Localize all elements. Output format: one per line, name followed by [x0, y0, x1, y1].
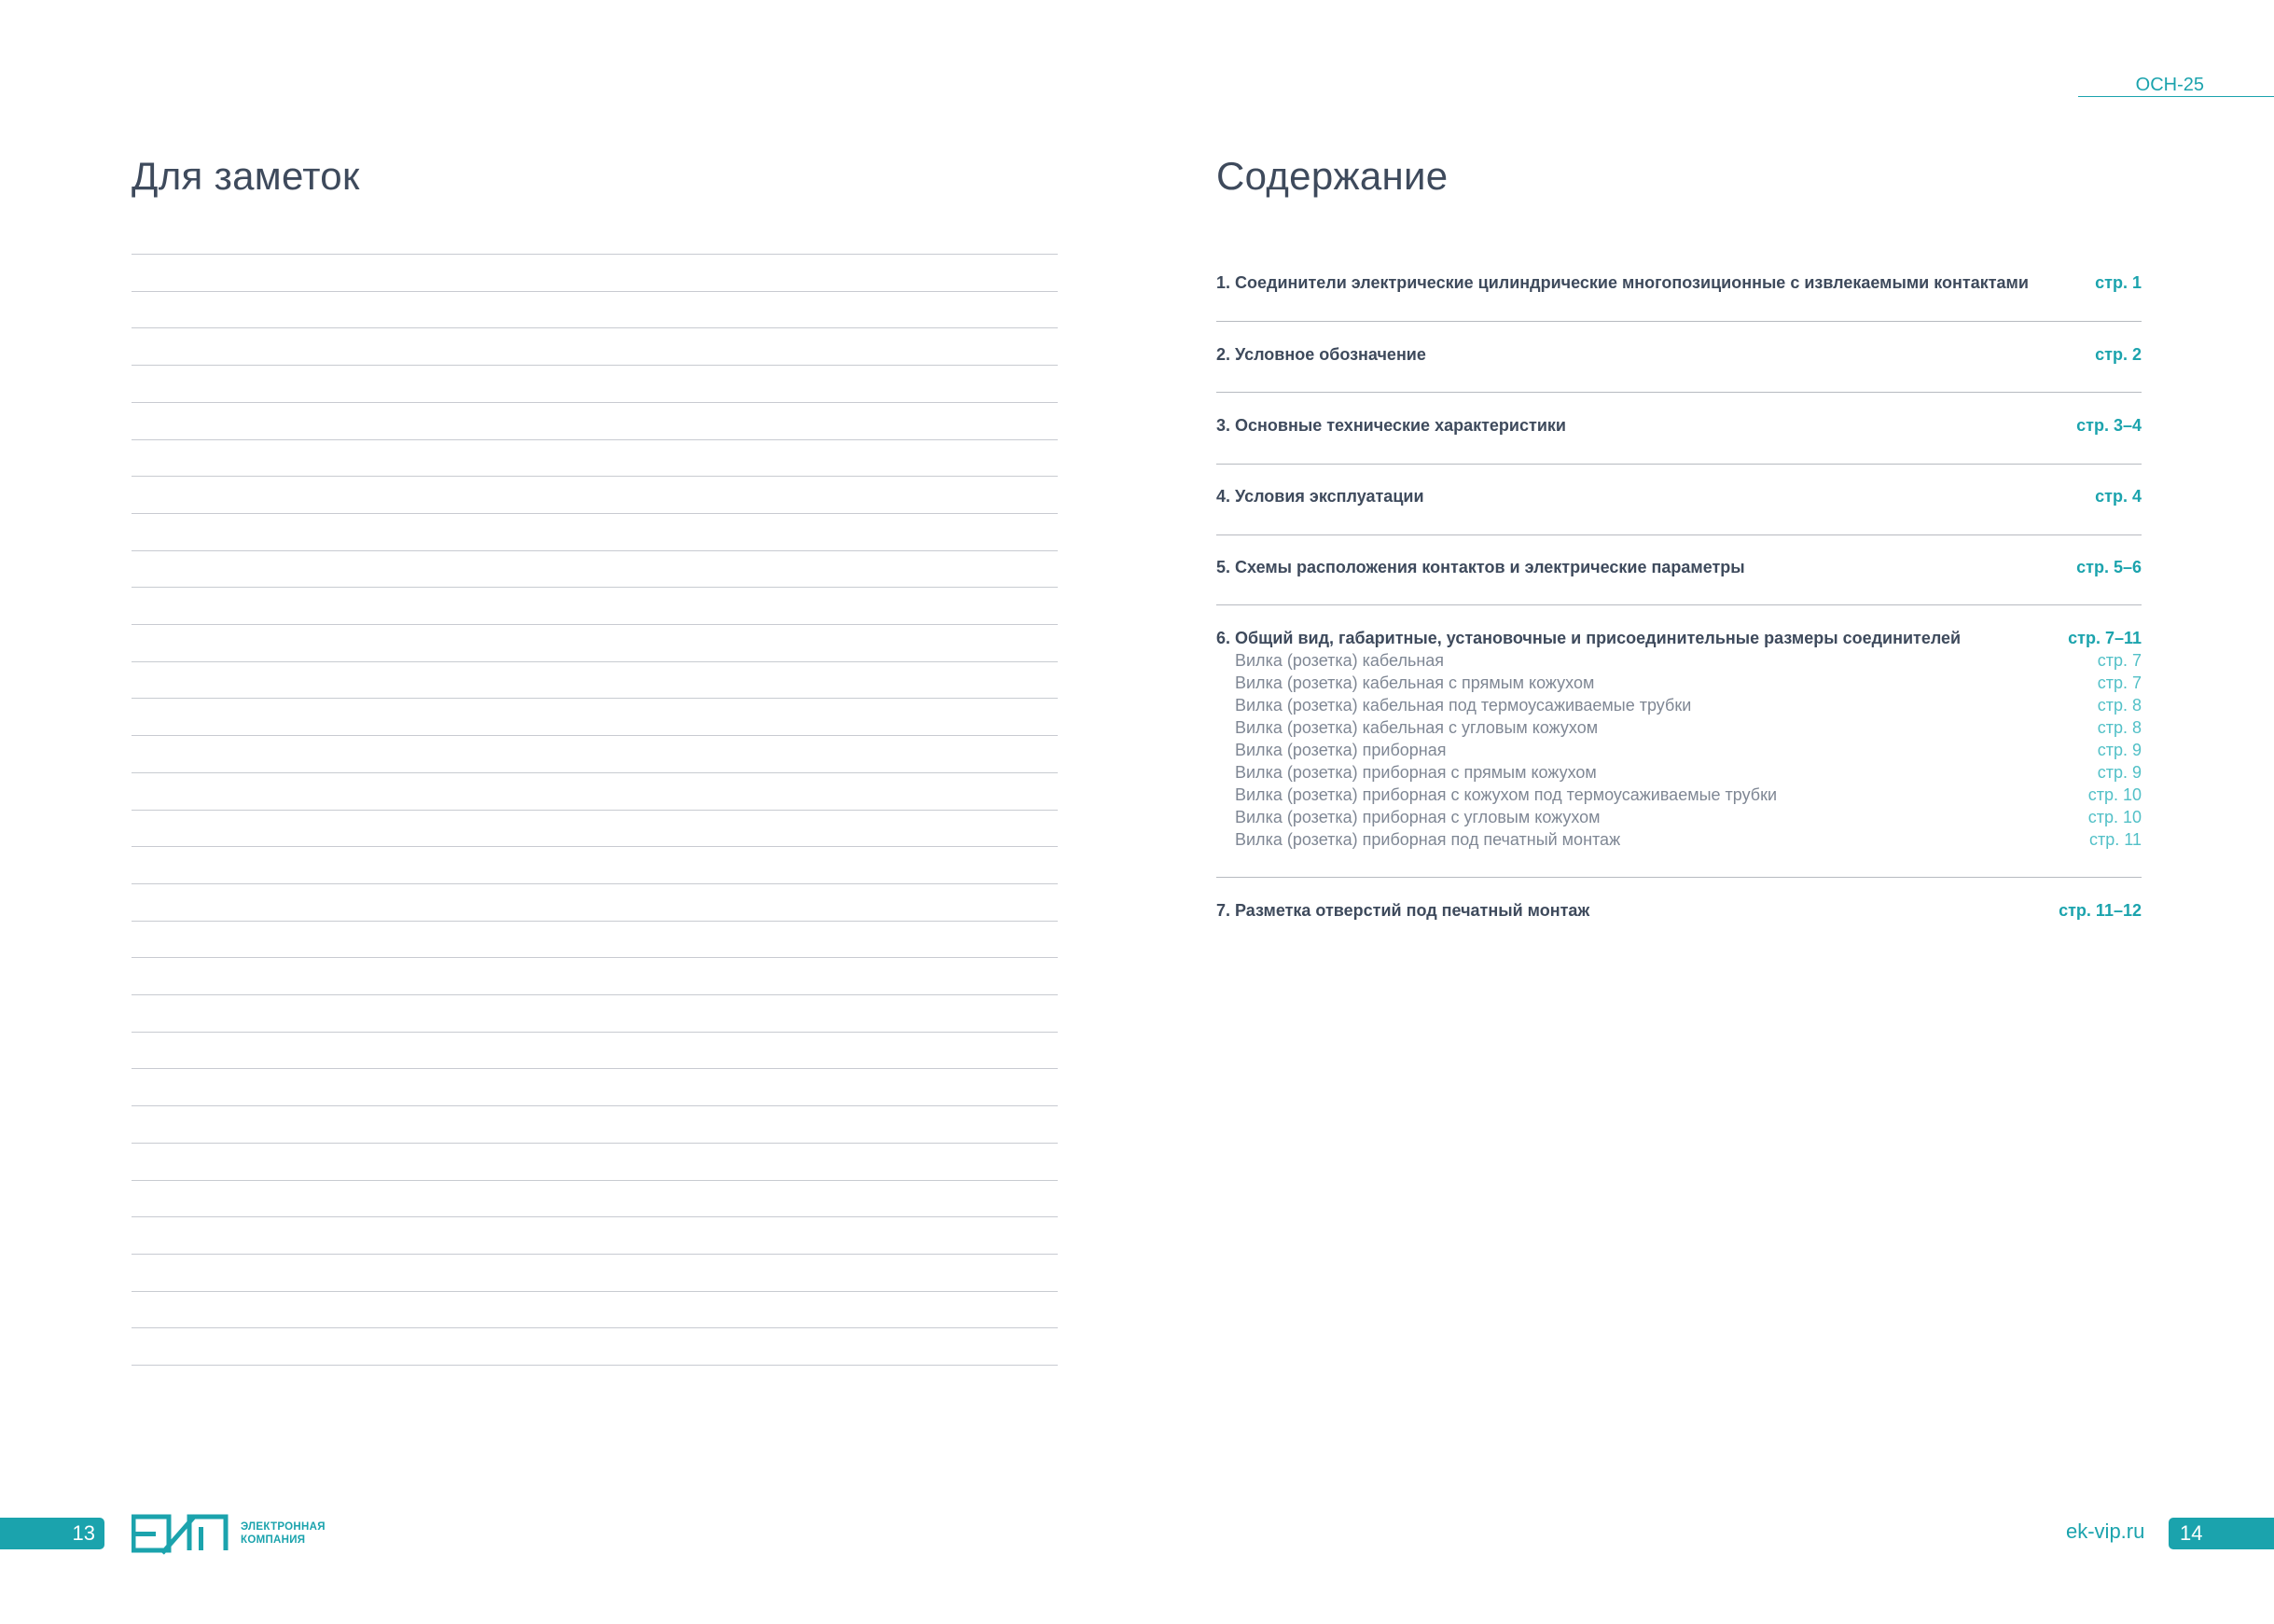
toc-subitem-page: стр. 7: [2097, 651, 2142, 670]
toc-item-label: 7. Разметка отверстий под печатный монтаж: [1216, 901, 1590, 920]
toc-item-label: 2. Условное обозначение: [1216, 345, 1426, 364]
note-line: [132, 1068, 1058, 1069]
toc-subitem-label: Вилка (розетка) кабельная: [1235, 651, 1445, 670]
note-line: [132, 550, 1058, 551]
toc-subitem-label: Вилка (розетка) приборная под печатный монтаж: [1235, 830, 1621, 849]
note-line: [132, 1032, 1058, 1033]
toc-item-label: 1. Соединители электрические цилиндрические многопозиционные с извлекаемыми контактами: [1216, 273, 2029, 292]
toc-title: Содержание: [1216, 154, 1449, 198]
toc-item-page: стр. 3–4: [2076, 416, 2142, 435]
document-code: ОСН-25: [2135, 75, 2204, 95]
note-line: [132, 1105, 1058, 1106]
note-line: [132, 698, 1058, 699]
toc-separator: [1216, 392, 2142, 393]
toc-separator: [1216, 534, 2142, 535]
note-line: [132, 810, 1058, 811]
toc-subitem-label: Вилка (розетка) кабельная с прямым кожухом: [1235, 673, 1595, 692]
note-line: [132, 476, 1058, 477]
note-line: [132, 587, 1058, 588]
toc-subitem-label: Вилка (розетка) приборная с прямым кожухом: [1235, 763, 1597, 782]
toc-subitem[interactable]: [1235, 763, 2142, 783]
toc-separator: [1216, 321, 2142, 322]
note-line: [132, 1327, 1058, 1328]
note-line: [132, 1143, 1058, 1144]
toc-item-2[interactable]: [1216, 345, 2142, 365]
note-line: [132, 1254, 1058, 1255]
toc-item-label: 6. Общий вид, габаритные, установочные и присоединительные размеры соединителей: [1216, 629, 1962, 647]
toc-item-3[interactable]: [1216, 416, 2142, 436]
logo-text-line1: ЭЛЕКТРОННАЯ: [241, 1521, 326, 1533]
toc-subitem[interactable]: [1235, 673, 2142, 693]
toc-subitem-page: стр. 7: [2097, 673, 2142, 692]
note-line: [132, 1365, 1058, 1366]
toc-subitem-label: Вилка (розетка) приборная с кожухом под термоусаживаемые трубки: [1235, 785, 1778, 804]
toc-subitem-label: Вилка (розетка) приборная: [1235, 741, 1447, 759]
toc-separator: [1216, 604, 2142, 605]
note-line: [132, 402, 1058, 403]
toc-subitem[interactable]: [1235, 741, 2142, 760]
toc-item-page: стр. 7–11: [2068, 629, 2142, 647]
toc-separator: [1216, 877, 2142, 878]
toc-subitem[interactable]: [1235, 808, 2142, 827]
note-line: [132, 957, 1058, 958]
toc-subitem[interactable]: [1235, 830, 2142, 850]
toc-item-5[interactable]: [1216, 558, 2142, 577]
toc-subitem-page: стр. 8: [2097, 696, 2142, 715]
note-line: [132, 1291, 1058, 1292]
note-line: [132, 883, 1058, 884]
note-line: [132, 921, 1058, 922]
toc-subitem-page: стр. 10: [2087, 808, 2142, 826]
toc-subitem[interactable]: [1235, 696, 2142, 715]
note-line: [132, 661, 1058, 662]
toc-subitem-page: стр. 9: [2097, 763, 2142, 782]
toc-separator: [1216, 464, 2142, 465]
website-link[interactable]: ek-vip.ru: [2066, 1520, 2145, 1543]
toc-subitem-label: Вилка (розетка) кабельная с угловым кожухом: [1235, 718, 1599, 737]
toc-item-page: стр. 5–6: [2076, 558, 2142, 576]
note-line: [132, 254, 1058, 255]
note-line: [132, 624, 1058, 625]
toc-subitem[interactable]: [1235, 651, 2142, 671]
page-number-right: 14: [2169, 1518, 2274, 1549]
note-line: [132, 846, 1058, 847]
note-line: [132, 327, 1058, 328]
note-line: [132, 735, 1058, 736]
note-line: [132, 994, 1058, 995]
note-line: [132, 1216, 1058, 1217]
toc-item-4[interactable]: [1216, 487, 2142, 507]
logo-text-line2: КОМПАНИЯ: [241, 1534, 306, 1546]
note-line: [132, 513, 1058, 514]
toc-item-label: 3. Основные технические характеристики: [1216, 416, 1566, 435]
toc-subitem[interactable]: [1235, 785, 2142, 805]
note-line: [132, 365, 1058, 366]
page-number-left: 13: [0, 1518, 104, 1549]
toc-subitem-page: стр. 9: [2097, 741, 2142, 759]
toc-item-page: стр. 11–12: [2059, 901, 2142, 920]
toc-item-page: стр. 4: [2095, 487, 2142, 506]
toc-subitem-page: стр. 11: [2089, 830, 2142, 849]
note-line: [132, 772, 1058, 773]
toc-subitem-label: Вилка (розетка) кабельная под термоусаживаемые трубки: [1235, 696, 1692, 715]
note-line: [132, 291, 1058, 292]
note-line: [132, 1180, 1058, 1181]
notes-title: Для заметок: [132, 154, 360, 198]
toc-item-6[interactable]: [1216, 629, 2142, 648]
toc-subitem[interactable]: [1235, 718, 2142, 738]
toc-item-page: стр. 2: [2095, 345, 2142, 364]
toc-subitem-page: стр. 10: [2087, 785, 2142, 804]
toc-item-label: 5. Схемы расположения контактов и электрические параметры: [1216, 558, 1745, 576]
toc-item-7[interactable]: [1216, 901, 2142, 921]
header-rule: [2078, 96, 2274, 97]
note-line: [132, 439, 1058, 440]
company-logo-icon: [132, 1514, 229, 1555]
toc-subitem-label: Вилка (розетка) приборная с угловым кожухом: [1235, 808, 1601, 826]
company-logo-text: [241, 1520, 326, 1547]
toc-item-page: стр. 1: [2095, 273, 2142, 292]
toc-subitem-page: стр. 8: [2097, 718, 2142, 737]
toc-item-1[interactable]: [1216, 273, 2142, 293]
toc-item-label: 4. Условия эксплуатации: [1216, 487, 1424, 506]
